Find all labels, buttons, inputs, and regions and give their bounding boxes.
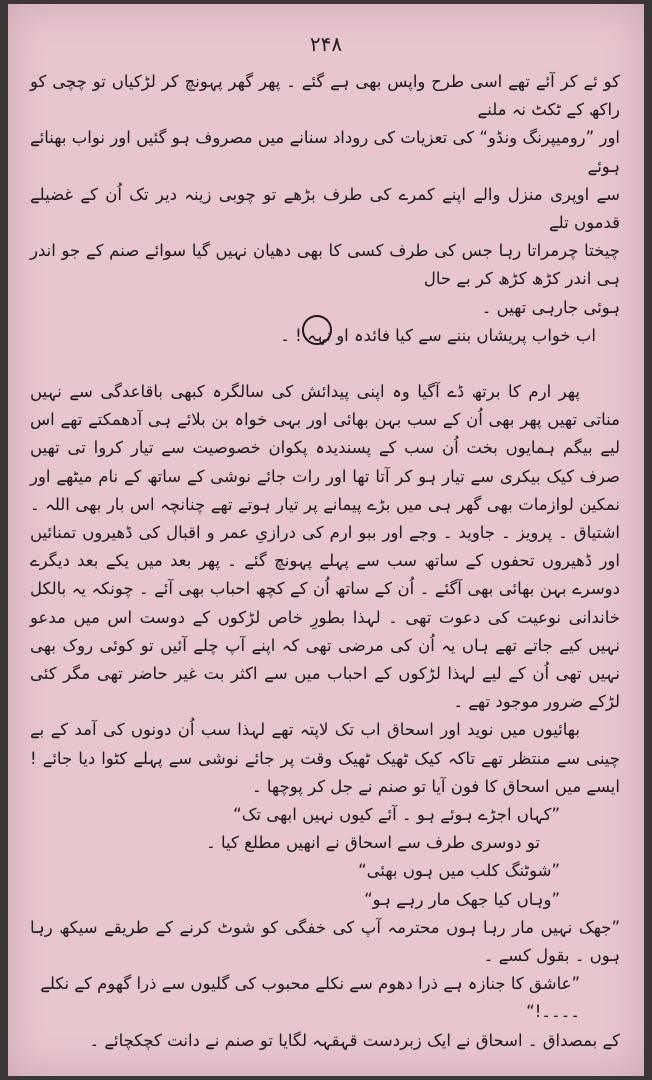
dialog-line: ”وہاں کیا جھک مار رہے ہو“ — [364, 889, 560, 909]
dialog-line: ”کہاں اجڑے ہوئے ہو ۔ آئے کیوں نہیں ابھی تک“ — [233, 805, 560, 825]
paragraph: پھر ارم کا برتھ ڈے آگیا وہ اپنی پیدائش کی سالگرہ کبھی باقاعدگی سے نہیں مناتی تھیں پھر بھی اُن کے سب بہن بھائی اور بہی خواہ بن بلائے ہی آدھمکتے تھے اس لیے بیگم ہمایوں بخت اُن سب کے پسندیدہ پکوان خصوصیت سے تیار کروا تی تھیں صرف کیک بیکری سے تیار ہو کر آتا تھا اور رات جائے نوشی کے ساتھ کے نام میٹھے اور نمکین لوازمات بھی گھر ہی میں بڑے پیمانے پر تیار ہوتے تھے چنانچہ اس بار بھی اللہ ۔ اشتیاق ۔ پرویز ۔ جاوید ۔ وجے اور ببو ارم کی درازیِ عمر و اقبال کی ڈھیروں تمنائیں اور ڈھیروں تحفوں کے ساتھ سب سے پہلے پہونچ گئے ۔ پھر بعد میں یکے بعد دیگرے دوسرے بہن بھائی بھی آگئے ۔ اُن کے ساتھ اُن کے کچھ احباب بھی آئے ۔ چونکہ یہ بالکل خاندانی نوعیت کی دعوت تھی ۔ لہذا بطورِ خاص لڑکوں کے دوست اس میں مدعو نہیں کیے جاتے تھے ہاں یہ اُن کی مرضی تھی کہ اپنے آپ چلے آئیں تو کوئی روک بھی نہیں تھی اُن کے لیے لہذا لڑکوں کے احباب میں سے اکثر بت غیر حاضر تھی مگر کئی لڑکے ضرور موجود تھے ۔ — [30, 382, 620, 712]
paragraph: ”جھک نہیں مار رہا ہوں محترمہ آپ کی خفگی کو شوٹ کرنے کے طریقے سیکھ رہا ہوں ۔ بقول کسے ۔ — [30, 917, 620, 966]
paragraph: کے بمصداق ۔ اسحاق نے ایک زبردست قہقہہ لگایا تو صنم نے دانت کچکچائے ۔ — [89, 1030, 620, 1050]
dialog-line: ”شوٹنگ کلب میں ہوں بھئی“ — [358, 861, 560, 881]
text-line: ہوئی جارہی تھیں ۔ — [481, 297, 620, 317]
main-passage — [30, 378, 620, 1055]
text-line: اب خواب پریشاں بننے سے کیا فائدہ او نہہ ! ۔ — [280, 325, 596, 345]
text-line: کو ئے کر آئے تھے اسی طرح واپس بھی ہے گئے ۔ پھر گھر پہونچ کر لڑکیاں تو چچی کو راکھ کے ٹکٹ نہ ملنے — [30, 72, 620, 120]
opening-passage — [30, 68, 620, 350]
verse-line: ”عاشق کا جنازہ ہے ذرا دھوم سے نکلے محبوب کی گلیوں سے ذرا گھوم کے نکلے ۔۔۔۔!“ — [40, 974, 580, 1022]
text-line: اور ”رومیپرنگ ونڈو“ کی تعزیات کی روداد سنانے میں مصروف ہو گئیں اور نواب بھنائے ہوئے — [30, 128, 620, 176]
book-page — [8, 4, 644, 1076]
section-break-circle — [302, 315, 332, 345]
text-line: چیختا چرمراتا رہا جس کی طرف کسی کا بھی دھیان نہیں گیا سوائے صنم کے جو اندر ہی اندر کڑھ کڑھ کر بے حال — [30, 241, 620, 289]
page-number: ۲۴۸ — [309, 32, 343, 56]
text-line: سے اوپری منزل والے اپنے کمرے کی طرف بڑھے تو چوبی زینہ دیر تک اُن کے غضیلے قدموں تلے — [30, 184, 620, 233]
paragraph: بھائیوں میں نوید اور اسحاق اب تک لاپتہ تھے لہذا سب اُن دونوں کی آمد کے بے چینی سے منتظر تھے تاکہ کیک ٹھیک ٹھیک وقت پر جائے نوشی سے پہلے کٹوا دیا جائے ! ایسے میں اسحاق کا فون آیا تو صنم نے جل کر پوچھا ۔ — [30, 720, 620, 796]
dialog-line: تو دوسری طرف سے اسحاق نے انھیں مطلع کیا ۔ — [206, 833, 540, 853]
